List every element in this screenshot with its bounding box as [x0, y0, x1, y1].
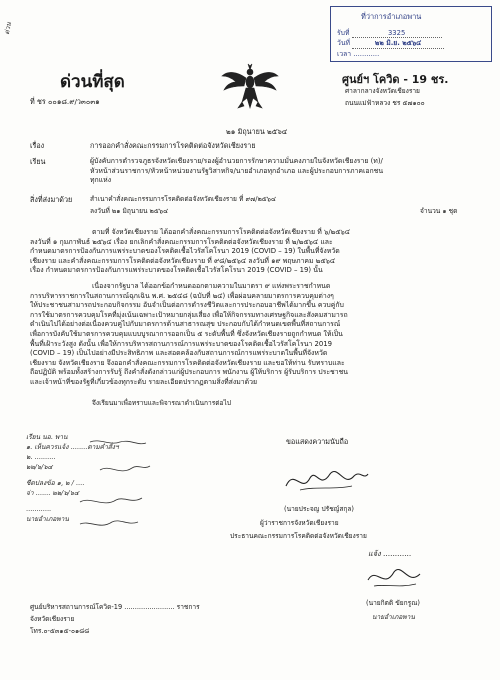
urgency-heading: ด่วนที่สุด — [60, 72, 125, 92]
corner-handwritten-mark: ด่วน — [3, 21, 14, 36]
handwritten-note: ชีดปลงข้อ ๑, ๒ / .... — [26, 479, 85, 487]
closing: ขอแสดงความนับถือ — [286, 437, 349, 446]
body-line: การใช้มาตรการควบคุมโรคที่มุ่งเน้นเฉพาะเป้าหมายกลุ่มเสี่ยง เพื่อให้กิจกรรมทางเศรษฐกิจและสังคมสามารถ — [30, 310, 348, 319]
body-line: เพื่อการบังคับใช้มาตรการควบคุมแบบบูรณาการออกเป็น ๕ ระดับพื้นที่ ซึ่งจังหวัดเชียงรายถูกกำหนด ให้เป็น — [30, 329, 343, 338]
body-paragraph-1 — [30, 228, 350, 276]
body-line: และเจ้าหน้าที่ของรัฐที่เกี่ยวข้องทุกระดับ รายละเอียดปรากฏตามสิ่งที่ส่งมาด้วย — [30, 377, 257, 386]
enclosure-count: จำนวน ๑ ชุด — [420, 207, 458, 215]
sender-address-line-1: ศาลากลางจังหวัดเชียงราย — [345, 87, 420, 95]
handwritten-note: นายอำเภอพาน — [26, 515, 69, 523]
handwritten-note: ๒. .......... — [26, 453, 56, 461]
garuda-emblem-icon — [220, 62, 280, 112]
document-number: ที่ ชร ๐๐๑๘.๙/ว๓๐๓๑ — [30, 97, 100, 106]
to-line: หัวหน้าส่วนราชการ/หัวหน้าหน่วยงานรัฐวิสาหกิจ/นายอำเภอทุกอำเภอ และผู้ประกอบการภาคเอกชน — [90, 166, 384, 175]
stamp-date-label: วันที่ — [337, 39, 350, 47]
footer-province: จังหวัดเชียงราย — [30, 615, 75, 623]
stamp-received-no: 3325 — [352, 29, 442, 38]
enclosure-line-2: ลงวันที่ ๒๑ มิถุนายน ๒๕๖๔ — [90, 207, 169, 215]
subject-text: การออกคำสั่งคณะกรรมการโรคติดต่อจังหวัดเชียงราย — [90, 141, 256, 150]
second-signer-note: แจ้ง ............ — [368, 549, 412, 558]
footer-office: ศูนย์บริหารสถานการณ์โควิด-19 ........................ ราชการ — [30, 603, 200, 611]
body-line: ถือปฏิบัติ พร้อมทั้งสร้างการรับรู้ ถึงคำสั่งดังกล่าวแก่ผู้ประกอบการ พนักงาน ผู้ให้บริการ ผู้รับบริการ ประชาชน — [30, 368, 348, 377]
document-date: ๒๑ มิถุนายน ๒๕๖๔ — [226, 127, 288, 136]
handwritten-note: เรียน นอ. พาน — [26, 433, 68, 441]
body-paragraph-2 — [30, 282, 348, 388]
handwritten-note: ๑. เห็นควรแจ้ง ........ตามคำสั่งฯ — [26, 443, 119, 451]
footer-phone: โทร.๐-๕๓๑๕-๐๑๘๘ — [30, 627, 90, 635]
handwritten-note: ............ — [26, 505, 52, 513]
stamp-time-row — [337, 48, 379, 59]
to-line: ทุกแห่ง — [90, 176, 112, 185]
body-line: ดำเนินไปได้อย่างต่อเนื่องควบคู่ไปกับมาตรการด้านสาธารณสุข ประกอบกับได้กำหนดเขตพื้นที่สถานการณ์ — [30, 320, 341, 329]
second-signature-image — [360, 556, 430, 596]
sender-address-line-2: ถนนแม่ฟ้าหลวง ชร ๕๗๑๐๐ — [345, 99, 425, 107]
closing-request: จึงเรียนมาเพื่อทราบและพิจารณาดำเนินการต่อไป — [92, 399, 231, 407]
to-block — [90, 157, 383, 186]
body-line: เชียงราย จังหวัดเชียงราย จึงออกคำสั่งคณะกรรมการโรคติดต่อจังหวัดเชียงราย และขอให้ท่าน รับทราบและ — [30, 358, 345, 367]
to-line: ผู้บังคับการตำรวจภูธรจังหวัดเชียงราย/รองผู้อำนวยการรักษาความมั่นคงภายในจังหวัดเชียงราย (ท)/ — [90, 157, 383, 165]
signer-name: (นายประจญ ปรัชญ์สกุล) — [284, 505, 354, 513]
handwritten-note: ๒๒/๖/๖๔ — [26, 463, 53, 471]
stamp-time-label: เวลา — [337, 50, 352, 58]
subject-label: เรื่อง — [30, 141, 45, 150]
enclosure-label: สิ่งที่ส่งมาด้วย — [30, 195, 73, 204]
stamp-received-no-label: รับที่ — [337, 29, 350, 37]
second-signer-name: (นายกิตติ ขัยกรูณ) — [366, 599, 420, 607]
body-line: เนื่องจากรัฐบาล ได้ออกข้อกำหนดออกตามความในมาตรา ๙ แห่งพระราชกำหนด — [92, 282, 331, 290]
body-line: กำหนดมาตรการป้องกันการแพร่ระบาดของโรคติดเชื้อไวรัสโคโรนา 2019 (COVID – 19) ในพื้นที่จังหวัด — [30, 247, 340, 256]
handwritten-note: จ่า ....... ๒๒/๖/๖๔ — [26, 489, 79, 497]
body-line: ลงวันที่ ๑ กุมภาพันธ์ ๒๕๖๔ เรื่อง ยกเลิกคำสั่งคณะกรรมการโรคติดต่อจังหวัดเชียงราย ที่ ๒/๒๕๖๔ และ — [30, 237, 333, 246]
signer-title-2: ประธานคณะกรรมการโรคติดต่อจังหวัดเชียงราย — [230, 532, 367, 540]
body-line: การบริหารราชการในสถานการณ์ฉุกเฉิน พ.ศ. ๒๕๔๘ (ฉบับที่ ๒๔) เพื่อผ่อนคลายมาตรการควบคุมต่างๆ — [30, 291, 334, 300]
body-line: ตามที่ จังหวัดเชียงราย ได้ออกคำสั่งคณะกรรมการโรคติดต่อจังหวัดเชียงราย ที่ ๖/๒๕๖๔ — [92, 228, 351, 236]
sender-title: ศูนย์ฯ โควิด - 19 ชร. — [342, 73, 449, 86]
body-line: เรื่อง กำหนดมาตรการป้องกันการแพร่ระบาดของโรคติดเชื้อไวรัสโคโรนา 2019 (COVID – 19) นั้น — [30, 266, 323, 275]
second-signer-title: นายอำเภอพาน — [372, 613, 415, 621]
body-line: (COVID – 19) เป็นไปอย่างมีประสิทธิภาพ และสอดคล้องกับสถานการณ์การแพร่ระบาดในพื้นที่จังหวัด — [30, 349, 328, 358]
signature-image — [280, 460, 370, 500]
body-line: พื้นที่เฝ้าระวังสูง ดังนั้น เพื่อให้การบริหารสถานการณ์การแพร่ระบาดของโรคติดเชื้อไวรัสโคโรนา 2019 — [30, 339, 333, 348]
stamp-office: ที่ว่าการอำเภอพาน — [361, 12, 422, 21]
body-line: เชียงราย และคำสั่งคณะกรรมการโรคติดต่อจังหวัดเชียงราย ที่ ๙๘/๒๕๖๔ ลงวันที่ ๑๙ พฤษภาคม ๒๕๖๔ — [30, 256, 336, 265]
signer-title-1: ผู้ว่าราชการจังหวัดเชียงราย — [260, 519, 339, 527]
body-line: ให้ประชาชนสามารถประกอบกิจกรรม อันจำเป็นต่อการดำรงชีวิตและการประกอบอาชีพได้มากขึ้น ควบคู่กับ — [30, 301, 344, 310]
handwriting-scribble — [20, 440, 160, 540]
to-label: เรียน — [30, 157, 46, 166]
stamp-date: ๒๒ มิ.ย. ๒๕๖๔ — [352, 37, 444, 49]
receiving-stamp — [330, 6, 492, 62]
stamp-time: ............ — [353, 50, 380, 58]
enclosure-line-1: สำเนาคำสั่งคณะกรรมการโรคติดต่อจังหวัดเชียงราย ที่ ๙๗/๒๕๖๔ — [90, 195, 276, 203]
